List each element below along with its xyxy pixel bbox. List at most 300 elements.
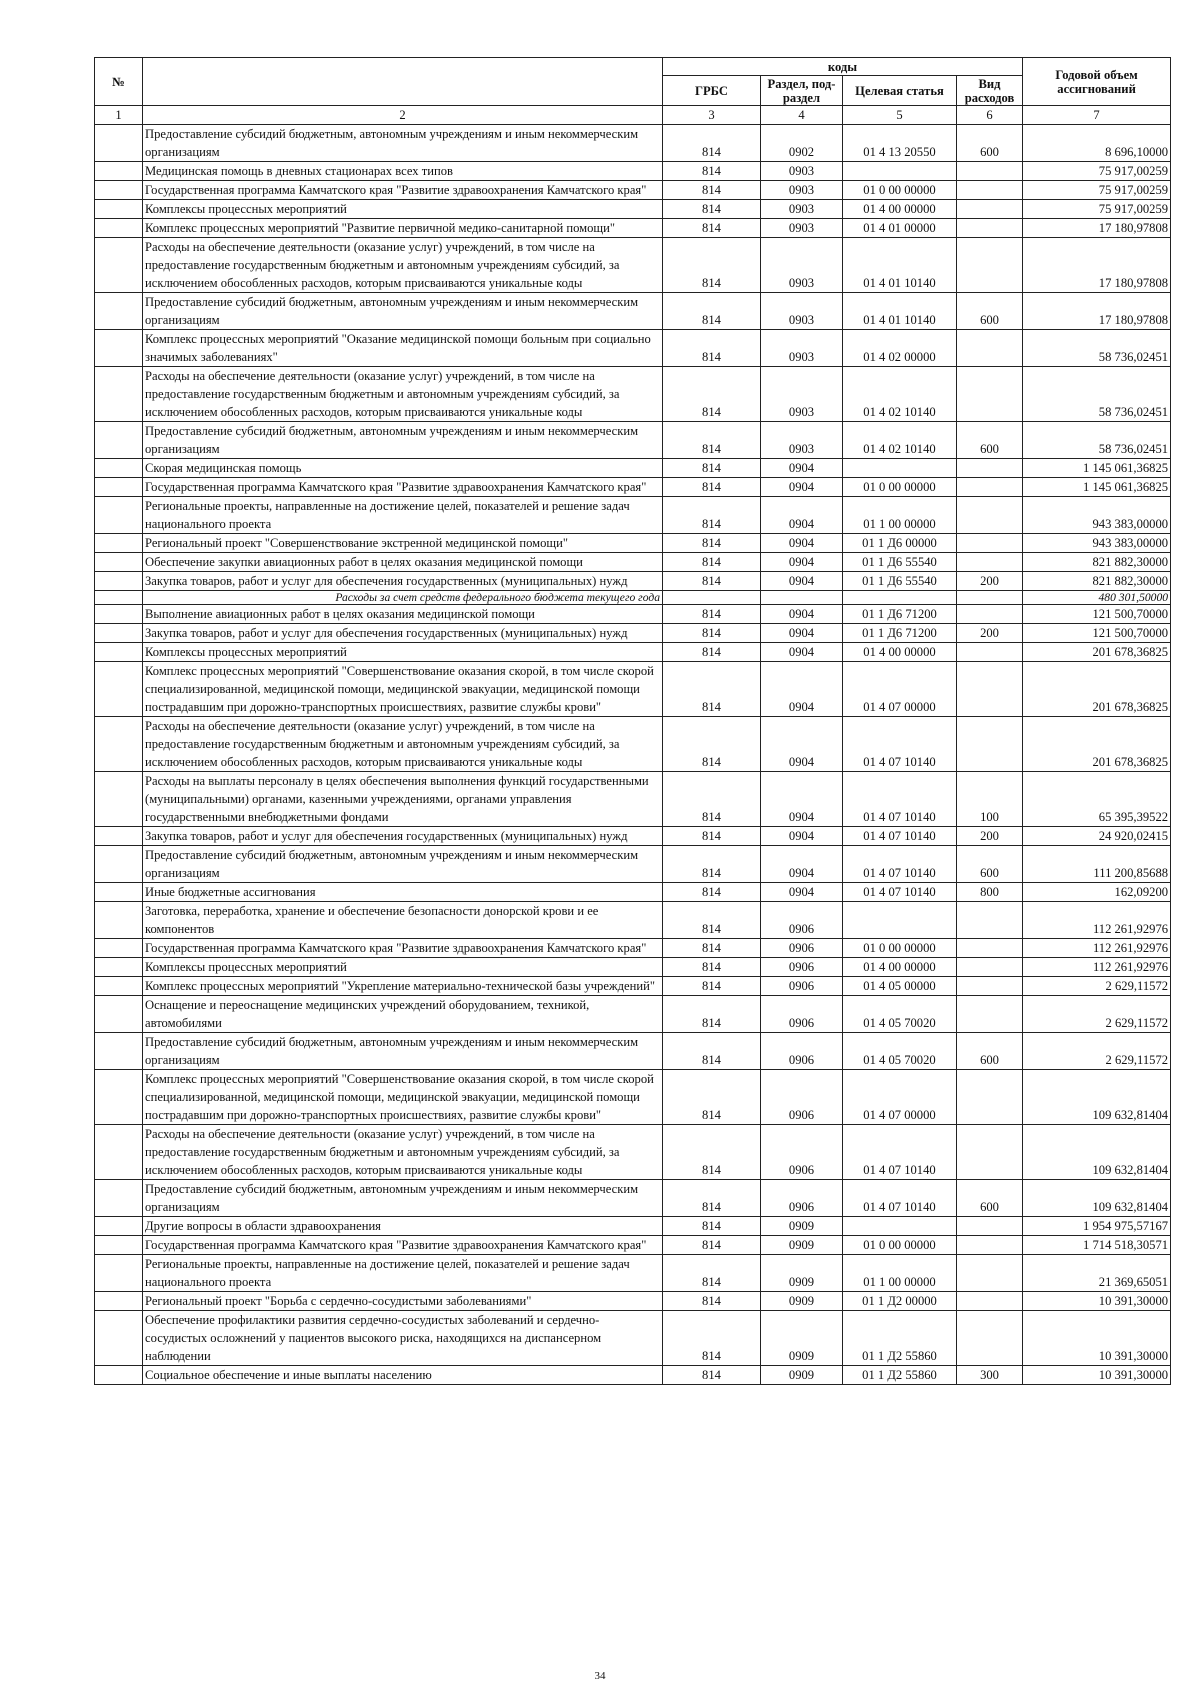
row-name-cell: Государственная программа Камчатского края "Развитие здравоохранения Камчатского края"	[143, 181, 663, 200]
row-name-cell: Предоставление субсидий бюджетным, автономным учреждениям и иным некоммерческим организациям	[143, 422, 663, 459]
row-tselevaya-cell: 01 1 00 00000	[843, 1255, 957, 1292]
row-name-cell: Комплекс процессных мероприятий "Развитие первичной медико-санитарной помощи"	[143, 219, 663, 238]
table-row	[95, 238, 1171, 293]
row-num-cell	[95, 827, 143, 846]
row-num-cell	[95, 478, 143, 497]
row-name-cell: Социальное обеспечение и иные выплаты населению	[143, 1366, 663, 1385]
row-tselevaya-cell: 01 4 02 00000	[843, 330, 957, 367]
row-grbs-cell: 814	[663, 772, 761, 827]
header-codes: коды	[663, 58, 1023, 76]
row-sum-cell: 10 391,30000	[1023, 1311, 1171, 1366]
row-num-cell	[95, 497, 143, 534]
row-name-cell: Комплекс процессных мероприятий "Совершенствование оказания скорой, в том числе скорой специализированной, медицинской помощи, медицинской эвакуации, медицинской помощи пострадавшим при дорожно-транспортных происшествиях, развитие службы крови"	[143, 662, 663, 717]
row-num-cell	[95, 958, 143, 977]
row-tselevaya-cell: 01 4 00 00000	[843, 200, 957, 219]
row-razdel-cell: 0909	[761, 1217, 843, 1236]
row-vid-cell: 200	[957, 827, 1023, 846]
row-grbs-cell: 814	[663, 534, 761, 553]
row-grbs-cell: 814	[663, 624, 761, 643]
row-name-cell: Закупка товаров, работ и услуг для обеспечения государственных (муниципальных) нужд	[143, 572, 663, 591]
row-name-cell: Государственная программа Камчатского края "Развитие здравоохранения Камчатского края"	[143, 939, 663, 958]
table-row	[95, 605, 1171, 624]
row-num-cell	[95, 181, 143, 200]
row-name-cell: Другие вопросы в области здравоохранения	[143, 1217, 663, 1236]
row-name-cell: Расходы на выплаты персоналу в целях обеспечения выполнения функций государственными (муниципальными) органами, казенными учреждениями, органами управления государственными внебюджетными фондами	[143, 772, 663, 827]
table-row	[95, 1292, 1171, 1311]
row-grbs-cell: 814	[663, 162, 761, 181]
row-grbs-cell: 814	[663, 330, 761, 367]
row-razdel-cell: 0906	[761, 939, 843, 958]
row-tselevaya-cell: 01 4 05 00000	[843, 977, 957, 996]
row-grbs-cell: 814	[663, 219, 761, 238]
table-row	[95, 996, 1171, 1033]
row-name-cell: Оснащение и переоснащение медицинских учреждений оборудованием, техникой, автомобилями	[143, 996, 663, 1033]
row-sum-cell: 109 632,81404	[1023, 1070, 1171, 1125]
row-sum-cell: 112 261,92976	[1023, 902, 1171, 939]
row-vid-cell: 200	[957, 624, 1023, 643]
row-vid-cell	[957, 1311, 1023, 1366]
row-tselevaya-cell: 01 4 07 10140	[843, 1180, 957, 1217]
row-vid-cell	[957, 605, 1023, 624]
table-row	[95, 717, 1171, 772]
row-num-cell	[95, 422, 143, 459]
row-num-cell	[95, 572, 143, 591]
row-name-cell: Комплекс процессных мероприятий "Укрепление материально-технической базы учреждений"	[143, 977, 663, 996]
table-row	[95, 977, 1171, 996]
row-tselevaya-cell: 01 4 07 10140	[843, 827, 957, 846]
row-sum-cell: 112 261,92976	[1023, 939, 1171, 958]
table-row	[95, 367, 1171, 422]
row-vid-cell: 600	[957, 846, 1023, 883]
row-name-cell: Расходы на обеспечение деятельности (оказание услуг) учреждений, в том числе на предоставление государственным бюджетным и автономным учреждениям субсидий, за исключением обособленных расходов, которым присваиваются уникальные коды	[143, 717, 663, 772]
row-sum-cell: 943 383,00000	[1023, 497, 1171, 534]
table-row	[95, 902, 1171, 939]
row-sum-cell: 24 920,02415	[1023, 827, 1171, 846]
row-num-cell	[95, 367, 143, 422]
row-num-cell	[95, 219, 143, 238]
row-vid-cell	[957, 977, 1023, 996]
row-name-cell: Комплекс процессных мероприятий "Совершенствование оказания скорой, в том числе скорой специализированной, медицинской помощи, медицинской эвакуации, медицинской помощи пострадавшим при дорожно-транспортных происшествиях, развитие службы крови"	[143, 1070, 663, 1125]
row-grbs-cell: 814	[663, 902, 761, 939]
row-razdel-cell: 0904	[761, 459, 843, 478]
row-razdel-cell: 0909	[761, 1236, 843, 1255]
colnum-4: 4	[761, 106, 843, 125]
row-razdel-cell	[761, 591, 843, 605]
colnum-2: 2	[143, 106, 663, 125]
row-razdel-cell: 0903	[761, 219, 843, 238]
row-razdel-cell: 0904	[761, 772, 843, 827]
table-row	[95, 293, 1171, 330]
row-tselevaya-cell: 01 1 Д2 55860	[843, 1366, 957, 1385]
row-grbs-cell: 814	[663, 478, 761, 497]
row-tselevaya-cell: 01 4 00 00000	[843, 643, 957, 662]
table-row	[95, 1217, 1171, 1236]
row-num-cell	[95, 717, 143, 772]
table-row	[95, 422, 1171, 459]
table-row	[95, 846, 1171, 883]
row-grbs-cell: 814	[663, 883, 761, 902]
row-name-cell: Региональный проект "Совершенствование экстренной медицинской помощи"	[143, 534, 663, 553]
row-num-cell	[95, 1255, 143, 1292]
table-row	[95, 181, 1171, 200]
row-sum-cell: 821 882,30000	[1023, 572, 1171, 591]
row-grbs-cell: 814	[663, 1236, 761, 1255]
header-grbs: ГРБС	[663, 76, 761, 106]
row-grbs-cell: 814	[663, 1217, 761, 1236]
row-sum-cell: 201 678,36825	[1023, 717, 1171, 772]
row-razdel-cell: 0906	[761, 902, 843, 939]
table-row	[95, 1033, 1171, 1070]
row-sum-cell: 10 391,30000	[1023, 1292, 1171, 1311]
row-num-cell	[95, 293, 143, 330]
row-sum-cell: 8 696,10000	[1023, 125, 1171, 162]
row-razdel-cell: 0904	[761, 643, 843, 662]
page-number: 34	[594, 1670, 606, 1682]
header-tsel: Целевая статья	[843, 76, 957, 106]
row-sum-cell: 75 917,00259	[1023, 162, 1171, 181]
row-razdel-cell: 0904	[761, 572, 843, 591]
row-razdel-cell: 0904	[761, 478, 843, 497]
row-sum-cell: 2 629,11572	[1023, 977, 1171, 996]
row-vid-cell	[957, 219, 1023, 238]
row-num-cell	[95, 772, 143, 827]
table-row	[95, 1255, 1171, 1292]
row-grbs-cell: 814	[663, 1366, 761, 1385]
row-tselevaya-cell: 01 4 07 00000	[843, 1070, 957, 1125]
row-razdel-cell: 0904	[761, 662, 843, 717]
row-vid-cell	[957, 534, 1023, 553]
row-grbs-cell: 814	[663, 996, 761, 1033]
row-sum-cell: 111 200,85688	[1023, 846, 1171, 883]
row-tselevaya-cell: 01 0 00 00000	[843, 181, 957, 200]
row-name-cell: Закупка товаров, работ и услуг для обеспечения государственных (муниципальных) нужд	[143, 624, 663, 643]
row-grbs-cell: 814	[663, 605, 761, 624]
row-vid-cell	[957, 1236, 1023, 1255]
row-sum-cell: 201 678,36825	[1023, 662, 1171, 717]
row-grbs-cell: 814	[663, 939, 761, 958]
table-row	[95, 330, 1171, 367]
budget-table	[94, 57, 1171, 1385]
table-row	[95, 772, 1171, 827]
row-vid-cell	[957, 497, 1023, 534]
row-name-cell: Расходы на обеспечение деятельности (оказание услуг) учреждений, в том числе на предоставление государственным бюджетным и автономным учреждениям субсидий, за исключением обособленных расходов, которым присваиваются уникальные коды	[143, 367, 663, 422]
row-razdel-cell: 0906	[761, 1180, 843, 1217]
colnum-3: 3	[663, 106, 761, 125]
row-razdel-cell: 0904	[761, 717, 843, 772]
row-tselevaya-cell: 01 4 01 10140	[843, 238, 957, 293]
table-row	[95, 1311, 1171, 1366]
row-sum-cell: 121 500,70000	[1023, 605, 1171, 624]
row-name-cell: Государственная программа Камчатского края "Развитие здравоохранения Камчатского края"	[143, 478, 663, 497]
row-razdel-cell: 0904	[761, 497, 843, 534]
row-name-cell: Предоставление субсидий бюджетным, автономным учреждениям и иным некоммерческим организациям	[143, 125, 663, 162]
row-razdel-cell: 0906	[761, 958, 843, 977]
row-sum-cell: 21 369,65051	[1023, 1255, 1171, 1292]
table-row	[95, 643, 1171, 662]
table-row	[95, 553, 1171, 572]
table-row	[95, 497, 1171, 534]
row-num-cell	[95, 939, 143, 958]
row-name-cell: Комплекс процессных мероприятий "Оказание медицинской помощи больным при социально значимых заболеваниях"	[143, 330, 663, 367]
row-vid-cell	[957, 1217, 1023, 1236]
row-num-cell	[95, 1366, 143, 1385]
row-sum-cell: 75 917,00259	[1023, 200, 1171, 219]
header-razdel: Раздел, под-раздел	[761, 76, 843, 106]
row-grbs-cell	[663, 591, 761, 605]
row-num-cell	[95, 238, 143, 293]
row-sum-cell: 65 395,39522	[1023, 772, 1171, 827]
row-vid-cell: 600	[957, 293, 1023, 330]
row-tselevaya-cell: 01 4 07 00000	[843, 662, 957, 717]
row-tselevaya-cell: 01 1 Д6 00000	[843, 534, 957, 553]
row-vid-cell	[957, 902, 1023, 939]
row-name-cell: Расходы за счет средств федерального бюджета текущего года	[143, 591, 663, 605]
colnum-1: 1	[95, 106, 143, 125]
row-tselevaya-cell: 01 4 00 00000	[843, 958, 957, 977]
row-grbs-cell: 814	[663, 1070, 761, 1125]
row-grbs-cell: 814	[663, 1180, 761, 1217]
row-sum-cell: 17 180,97808	[1023, 219, 1171, 238]
row-name-cell: Расходы на обеспечение деятельности (оказание услуг) учреждений, в том числе на предоставление государственным бюджетным и автономным учреждениям субсидий, за исключением обособленных расходов, которым присваиваются уникальные коды	[143, 238, 663, 293]
row-grbs-cell: 814	[663, 1292, 761, 1311]
row-grbs-cell: 814	[663, 553, 761, 572]
row-name-cell: Обеспечение закупки авиационных работ в целях оказания медицинской помощи	[143, 553, 663, 572]
row-tselevaya-cell: 01 1 Д2 55860	[843, 1311, 957, 1366]
row-tselevaya-cell: 01 4 07 10140	[843, 846, 957, 883]
row-vid-cell	[957, 553, 1023, 572]
table-row	[95, 162, 1171, 181]
row-name-cell: Региональный проект "Борьба с сердечно-сосудистыми заболеваниями"	[143, 1292, 663, 1311]
row-grbs-cell: 814	[663, 422, 761, 459]
row-num-cell	[95, 1070, 143, 1125]
row-num-cell	[95, 1033, 143, 1070]
row-tselevaya-cell: 01 4 02 10140	[843, 367, 957, 422]
row-vid-cell	[957, 591, 1023, 605]
row-name-cell: Предоставление субсидий бюджетным, автономным учреждениям и иным некоммерческим организациям	[143, 1033, 663, 1070]
row-num-cell	[95, 902, 143, 939]
table-row	[95, 827, 1171, 846]
row-tselevaya-cell	[843, 459, 957, 478]
table-row	[95, 125, 1171, 162]
colnum-5: 5	[843, 106, 957, 125]
row-razdel-cell: 0904	[761, 553, 843, 572]
row-vid-cell	[957, 1292, 1023, 1311]
row-vid-cell	[957, 181, 1023, 200]
row-name-cell: Расходы на обеспечение деятельности (оказание услуг) учреждений, в том числе на предоставление государственным бюджетным и автономным учреждениям субсидий, за исключением обособленных расходов, которым присваиваются уникальные коды	[143, 1125, 663, 1180]
row-num-cell	[95, 624, 143, 643]
row-sum-cell: 2 629,11572	[1023, 1033, 1171, 1070]
row-tselevaya-cell: 01 4 05 70020	[843, 1033, 957, 1070]
row-name-cell: Выполнение авиационных работ в целях оказания медицинской помощи	[143, 605, 663, 624]
row-tselevaya-cell: 01 0 00 00000	[843, 478, 957, 497]
row-razdel-cell: 0909	[761, 1292, 843, 1311]
row-razdel-cell: 0906	[761, 977, 843, 996]
row-grbs-cell: 814	[663, 1125, 761, 1180]
row-razdel-cell: 0903	[761, 181, 843, 200]
table-row	[95, 1070, 1171, 1125]
row-grbs-cell: 814	[663, 200, 761, 219]
row-num-cell	[95, 662, 143, 717]
row-num-cell	[95, 1311, 143, 1366]
row-vid-cell	[957, 1070, 1023, 1125]
row-sum-cell: 58 736,02451	[1023, 367, 1171, 422]
row-sum-cell: 121 500,70000	[1023, 624, 1171, 643]
row-vid-cell	[957, 367, 1023, 422]
row-razdel-cell: 0906	[761, 1070, 843, 1125]
row-grbs-cell: 814	[663, 1311, 761, 1366]
row-sum-cell: 17 180,97808	[1023, 238, 1171, 293]
row-vid-cell	[957, 162, 1023, 181]
row-name-cell: Региональные проекты, направленные на достижение целей, показателей и решение задач национального проекта	[143, 1255, 663, 1292]
row-sum-cell: 1 145 061,36825	[1023, 459, 1171, 478]
row-grbs-cell: 814	[663, 827, 761, 846]
row-razdel-cell: 0909	[761, 1311, 843, 1366]
row-vid-cell	[957, 958, 1023, 977]
table-row	[95, 958, 1171, 977]
row-grbs-cell: 814	[663, 293, 761, 330]
colnum-6: 6	[957, 106, 1023, 125]
table-row	[95, 572, 1171, 591]
row-tselevaya-cell: 01 4 02 10140	[843, 422, 957, 459]
row-vid-cell	[957, 1255, 1023, 1292]
row-vid-cell	[957, 996, 1023, 1033]
row-razdel-cell: 0906	[761, 1125, 843, 1180]
row-sum-cell: 480 301,50000	[1023, 591, 1171, 605]
row-razdel-cell: 0904	[761, 827, 843, 846]
row-razdel-cell: 0902	[761, 125, 843, 162]
row-num-cell	[95, 1292, 143, 1311]
row-grbs-cell: 814	[663, 977, 761, 996]
row-vid-cell	[957, 1125, 1023, 1180]
row-tselevaya-cell: 01 4 01 00000	[843, 219, 957, 238]
row-sum-cell: 10 391,30000	[1023, 1366, 1171, 1385]
row-num-cell	[95, 605, 143, 624]
row-razdel-cell: 0906	[761, 1033, 843, 1070]
row-sum-cell: 1 145 061,36825	[1023, 478, 1171, 497]
row-name-cell: Комплексы процессных мероприятий	[143, 643, 663, 662]
row-tselevaya-cell: 01 1 Д6 55540	[843, 553, 957, 572]
row-sum-cell: 112 261,92976	[1023, 958, 1171, 977]
row-num-cell	[95, 1217, 143, 1236]
row-tselevaya-cell: 01 1 Д6 71200	[843, 624, 957, 643]
row-vid-cell: 600	[957, 1033, 1023, 1070]
row-vid-cell	[957, 643, 1023, 662]
row-name-cell: Медицинская помощь в дневных стационарах всех типов	[143, 162, 663, 181]
row-num-cell	[95, 162, 143, 181]
row-sum-cell: 1 714 518,30571	[1023, 1236, 1171, 1255]
row-name-cell: Предоставление субсидий бюджетным, автономным учреждениям и иным некоммерческим организациям	[143, 1180, 663, 1217]
row-num-cell	[95, 1180, 143, 1217]
row-razdel-cell: 0903	[761, 293, 843, 330]
row-num-cell	[95, 996, 143, 1033]
row-sum-cell: 75 917,00259	[1023, 181, 1171, 200]
row-vid-cell: 600	[957, 125, 1023, 162]
table-row	[95, 1125, 1171, 1180]
row-tselevaya-cell: 01 4 05 70020	[843, 996, 957, 1033]
row-tselevaya-cell: 01 4 07 10140	[843, 772, 957, 827]
row-grbs-cell: 814	[663, 643, 761, 662]
row-num-cell	[95, 534, 143, 553]
colnum-7: 7	[1023, 106, 1171, 125]
row-vid-cell	[957, 717, 1023, 772]
row-tselevaya-cell: 01 1 00 00000	[843, 497, 957, 534]
row-sum-cell: 1 954 975,57167	[1023, 1217, 1171, 1236]
row-tselevaya-cell: 01 4 13 20550	[843, 125, 957, 162]
row-name-cell: Государственная программа Камчатского края "Развитие здравоохранения Камчатского края"	[143, 1236, 663, 1255]
row-vid-cell: 800	[957, 883, 1023, 902]
row-grbs-cell: 814	[663, 125, 761, 162]
row-grbs-cell: 814	[663, 367, 761, 422]
row-name-cell: Закупка товаров, работ и услуг для обеспечения государственных (муниципальных) нужд	[143, 827, 663, 846]
row-sum-cell: 162,09200	[1023, 883, 1171, 902]
row-num-cell	[95, 330, 143, 367]
table-row	[95, 219, 1171, 238]
table-row	[95, 459, 1171, 478]
table-header	[95, 58, 1171, 125]
row-num-cell	[95, 459, 143, 478]
table-row	[95, 478, 1171, 497]
row-razdel-cell: 0903	[761, 238, 843, 293]
row-tselevaya-cell: 01 4 07 10140	[843, 883, 957, 902]
row-grbs-cell: 814	[663, 181, 761, 200]
row-num-cell	[95, 846, 143, 883]
row-tselevaya-cell: 01 4 07 10140	[843, 717, 957, 772]
row-vid-cell	[957, 238, 1023, 293]
row-razdel-cell: 0903	[761, 162, 843, 181]
row-num-cell	[95, 1236, 143, 1255]
row-sum-cell: 58 736,02451	[1023, 330, 1171, 367]
row-name-cell: Региональные проекты, направленные на достижение целей, показателей и решение задач национального проекта	[143, 497, 663, 534]
table-body	[95, 125, 1171, 1385]
row-tselevaya-cell: 01 1 Д6 55540	[843, 572, 957, 591]
row-sum-cell: 58 736,02451	[1023, 422, 1171, 459]
row-sum-cell: 201 678,36825	[1023, 643, 1171, 662]
row-vid-cell: 600	[957, 422, 1023, 459]
row-name-cell: Скорая медицинская помощь	[143, 459, 663, 478]
table-row	[95, 1366, 1171, 1385]
row-num-cell	[95, 977, 143, 996]
row-vid-cell: 300	[957, 1366, 1023, 1385]
row-sum-cell: 17 180,97808	[1023, 293, 1171, 330]
header-sum: Годовой объем ассигнований	[1023, 58, 1171, 106]
row-razdel-cell: 0903	[761, 422, 843, 459]
row-razdel-cell: 0904	[761, 624, 843, 643]
row-sum-cell: 943 383,00000	[1023, 534, 1171, 553]
row-vid-cell: 200	[957, 572, 1023, 591]
row-grbs-cell: 814	[663, 662, 761, 717]
row-sum-cell: 821 882,30000	[1023, 553, 1171, 572]
table-row	[95, 939, 1171, 958]
row-grbs-cell: 814	[663, 459, 761, 478]
row-vid-cell: 600	[957, 1180, 1023, 1217]
row-razdel-cell: 0904	[761, 534, 843, 553]
row-name-cell: Комплексы процессных мероприятий	[143, 958, 663, 977]
row-tselevaya-cell	[843, 902, 957, 939]
row-razdel-cell: 0904	[761, 883, 843, 902]
row-tselevaya-cell: 01 4 01 10140	[843, 293, 957, 330]
header-num: №	[95, 58, 143, 106]
row-razdel-cell: 0909	[761, 1255, 843, 1292]
row-sum-cell: 109 632,81404	[1023, 1125, 1171, 1180]
row-grbs-cell: 814	[663, 1033, 761, 1070]
row-grbs-cell: 814	[663, 1255, 761, 1292]
row-razdel-cell: 0904	[761, 846, 843, 883]
table-row	[95, 1236, 1171, 1255]
row-razdel-cell: 0906	[761, 996, 843, 1033]
row-grbs-cell: 814	[663, 497, 761, 534]
header-vid: Вид расходов	[957, 76, 1023, 106]
row-num-cell	[95, 125, 143, 162]
